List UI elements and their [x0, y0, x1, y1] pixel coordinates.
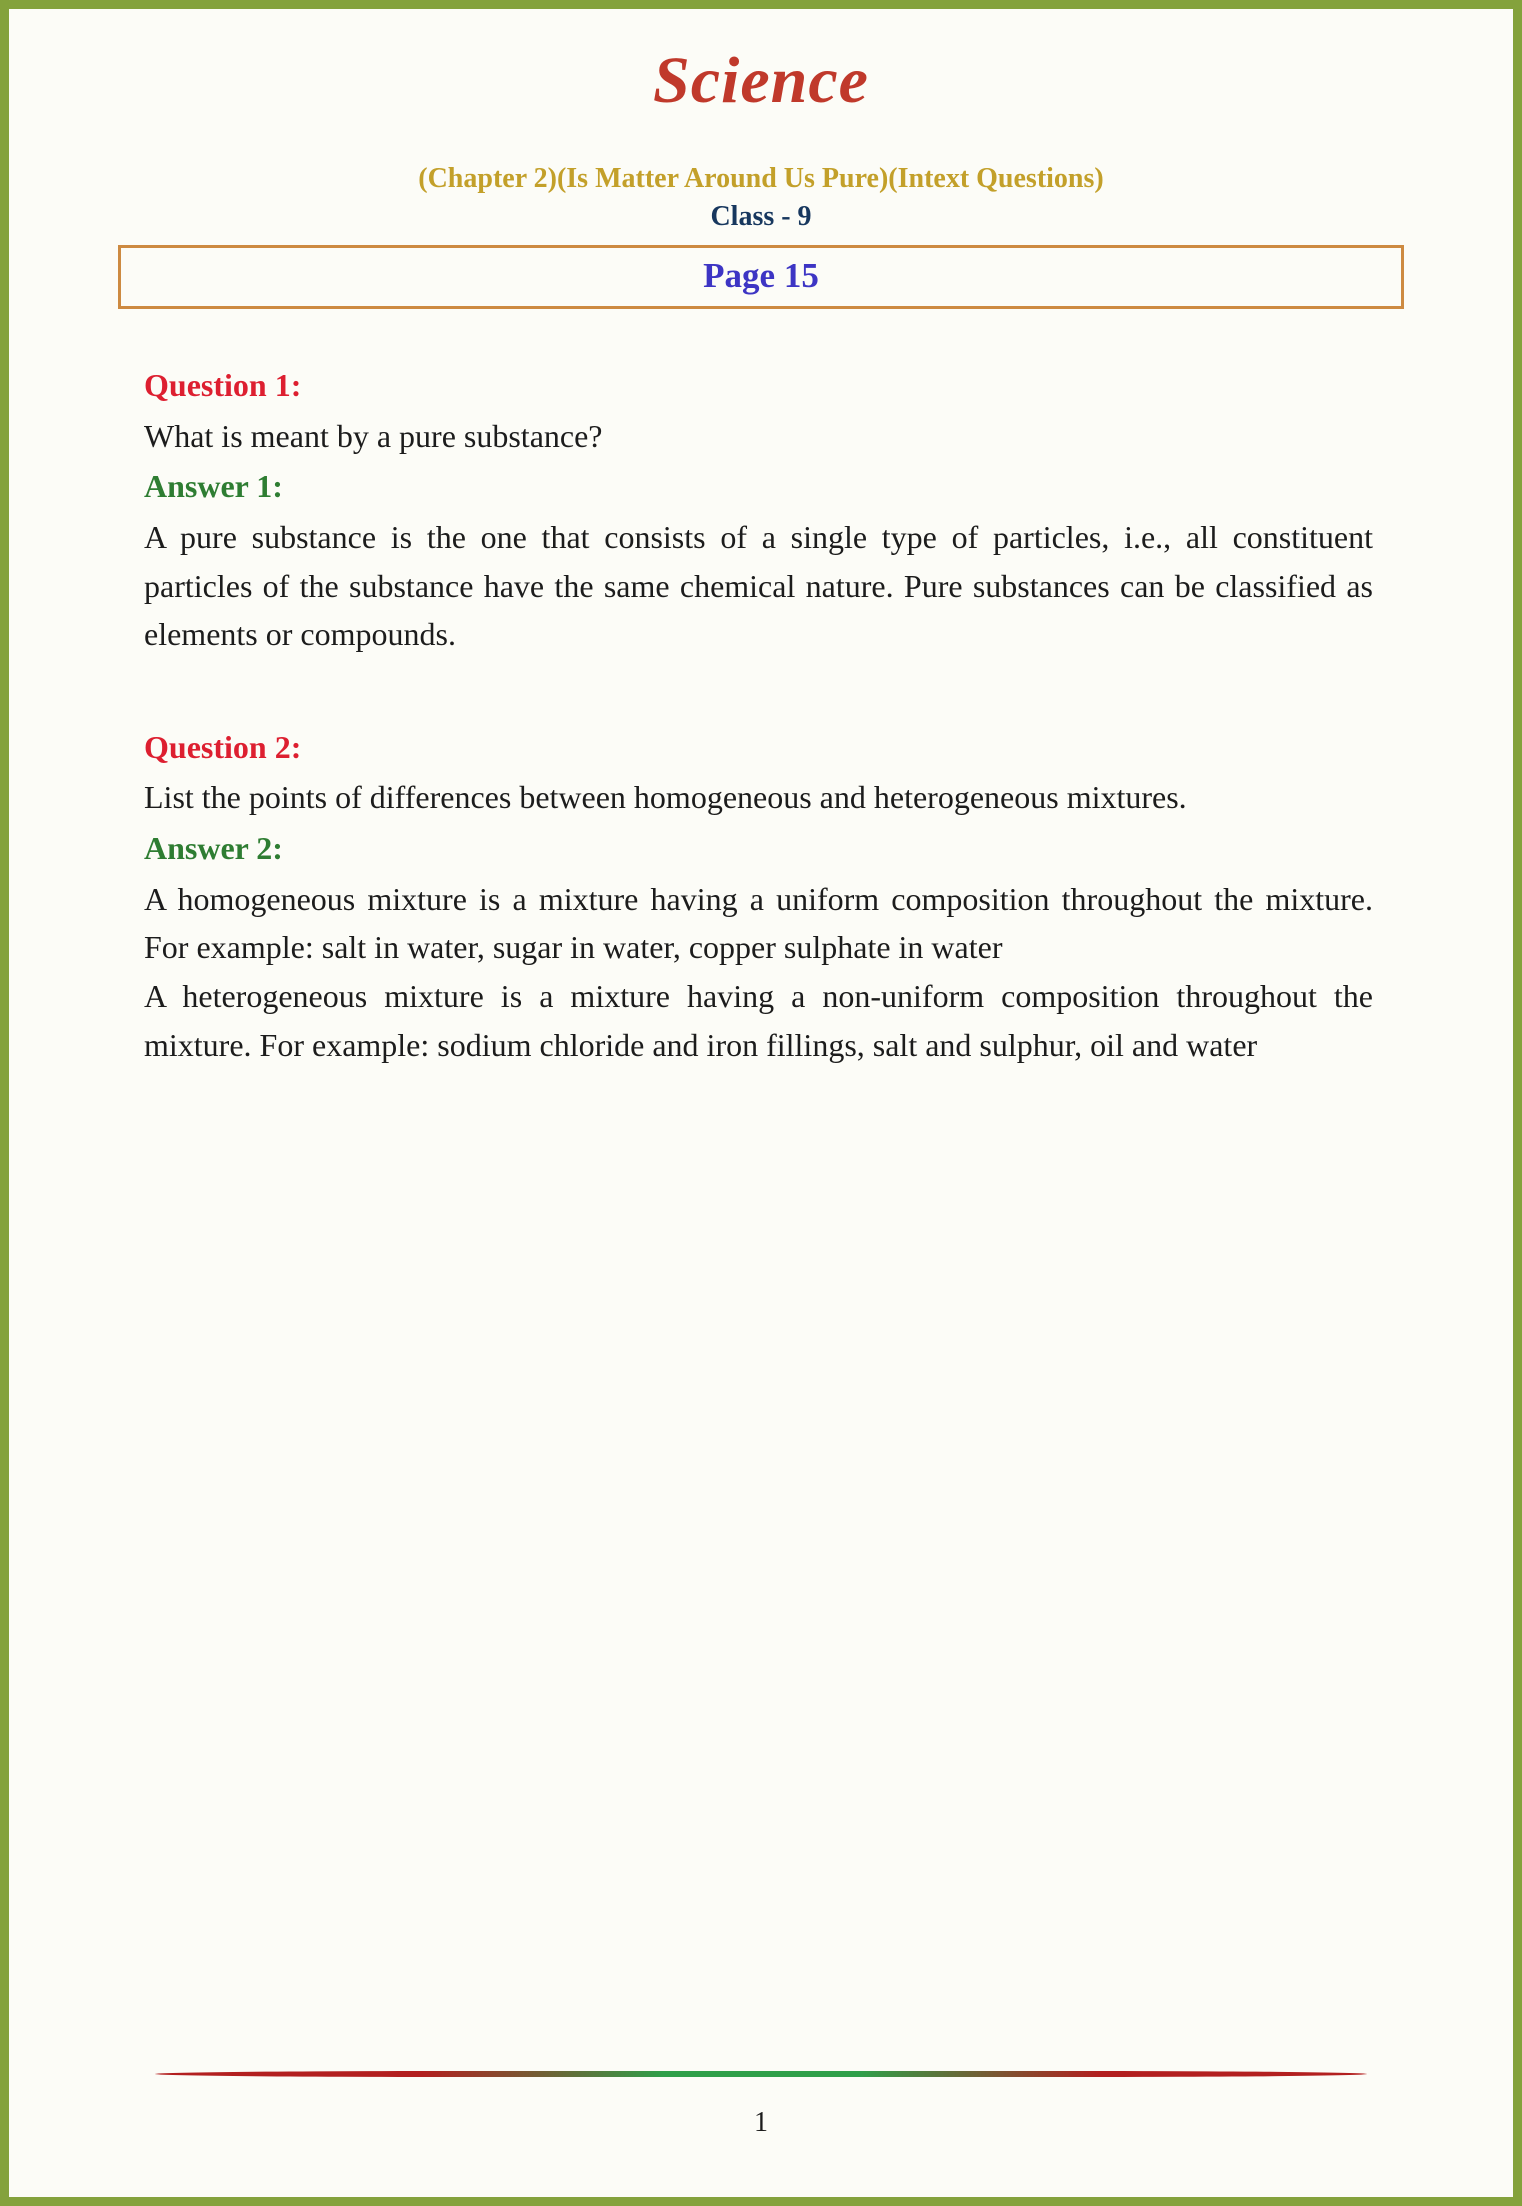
answer-2-paragraph-2: A heterogeneous mixture is a mixture having a non-uniform composition throughout the mixture. For example: sodium chloride and iron fillings, salt and sulphur, oil and water: [144, 977, 1373, 1063]
answer-2-label: Answer 2:: [144, 830, 283, 866]
qa-block-2: [144, 723, 1373, 1069]
page-label-box: [118, 245, 1404, 309]
document-page: [9, 9, 1513, 2197]
page-footer: [9, 2071, 1513, 2139]
class-label: Class - 9: [710, 201, 812, 232]
answer-1-label: Answer 1:: [144, 468, 283, 505]
footer-divider: [155, 2071, 1367, 2077]
question-1-label: Question 1:: [144, 367, 302, 403]
chapter-subtitle: (Chapter 2)(Is Matter Around Us Pure)(Intext Questions): [418, 163, 1104, 194]
page-number: 1: [754, 2107, 768, 2138]
answer-2-paragraph-1: A homogeneous mixture is a mixture having a uniform composition throughout the mixture. For example: salt in water, sugar in water, copper sulphate in water: [144, 880, 1373, 966]
page-header: [9, 43, 1513, 309]
qa-block-1: [144, 361, 1373, 659]
qa-content: [144, 361, 1373, 1069]
document-title: Science: [653, 44, 869, 117]
question-2-text: List the points of differences between homogeneous and heterogeneous mixtures.: [144, 779, 1187, 816]
answer-1-paragraph: A pure substance is the one that consists of a single type of particles, i.e., all constituent particles of the substance have the same chemical nature. Pure substances can be classified as elements or compounds.: [144, 518, 1373, 653]
question-1-text: What is meant by a pure substance?: [144, 417, 603, 454]
page-label: Page 15: [703, 256, 819, 295]
question-2-label: Question 2:: [144, 728, 302, 765]
